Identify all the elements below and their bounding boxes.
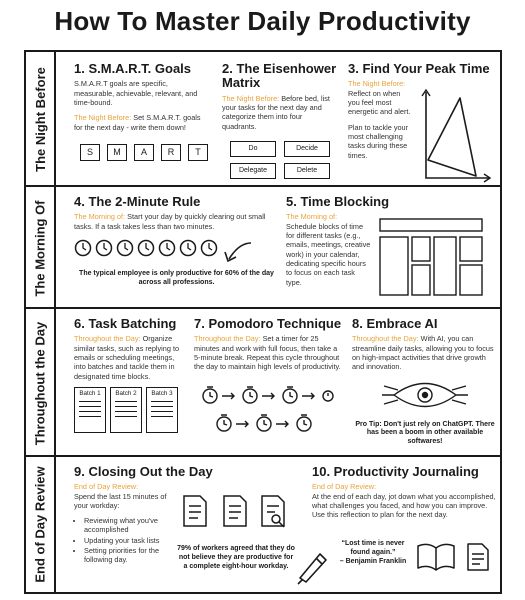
clock-icon: [179, 239, 197, 257]
infographic-frame: [24, 50, 502, 594]
clock-icon: [137, 239, 155, 257]
section-body: Reflect on when you feel most energetic and alert.: [348, 88, 411, 117]
side-label-night-before: The Night Before: [26, 52, 56, 187]
batch-card: Batch 3: [146, 387, 178, 433]
clock-icon: [158, 239, 176, 257]
clock-icon: [200, 239, 218, 257]
letter-box: M: [107, 144, 127, 161]
row-divider: [26, 185, 500, 187]
document-icons: [176, 492, 296, 532]
section-body: Throughout the Day: Set a timer for 25 minutes and work with full focus, then take a 5-minute break. Repeat this cycle throughout the day to maintain high levels of productivity.: [194, 334, 341, 372]
letter-box: S: [80, 144, 100, 161]
section-heading: 6. Task Batching: [74, 316, 177, 331]
closing-bullet-list: [74, 516, 174, 564]
letter-box: T: [188, 144, 208, 161]
closing-illustration: [176, 492, 296, 571]
section-body: Throughout the Day: Organize similar tasks, such as replying to emails or scheduling meetings, into batches and tackle them in designated time blocks.: [74, 334, 180, 381]
section-heading: 1. S.M.A.R.T. Goals: [74, 61, 192, 76]
section-closing-day: [74, 464, 213, 565]
clock-icon: [74, 239, 92, 257]
side-label-end-of-day: End of Day Review: [26, 457, 56, 592]
section-heading: 7. Pomodoro Technique: [194, 316, 342, 331]
clock-icon: [95, 239, 113, 257]
section-tip: The Night Before: Set S.M.A.R.T. goals for the next day - write them down!: [74, 113, 201, 132]
matrix-box: Delete: [284, 163, 330, 179]
batch-card: Batch 1: [74, 387, 106, 433]
section-heading: 10. Productivity Journaling: [312, 464, 479, 479]
matrix-box: Do: [230, 141, 276, 157]
section-tag: End of Day Review:: [312, 482, 377, 492]
stat-text: The typical employee is only productive for 60% of the day across all professions.: [79, 269, 274, 286]
pen-icon: [294, 548, 330, 586]
section-time-blocking: [286, 195, 496, 287]
row-divider: [26, 455, 500, 457]
book-and-notes-icons: [414, 540, 498, 574]
section-tag: End of Day Review:: [74, 482, 139, 492]
stat-text: 79% of workers agreed that they do not believe they are productive for a complete eight-hour workday.: [177, 545, 295, 570]
section-pomodoro: [194, 317, 344, 445]
section-body: Spend the last 15 minutes of your workday:: [74, 491, 167, 510]
section-eisenhower-matrix: [222, 62, 337, 179]
section-heading: 9. Closing Out the Day: [74, 464, 213, 479]
section-heading: 5. Time Blocking: [286, 194, 390, 209]
section-body: The Night Before: Before bed, list your tasks for the next day and categorize them into four quadrants.: [222, 93, 330, 131]
pomodoro-timer-cycle-icon: [194, 380, 334, 440]
clock-icon: [116, 239, 134, 257]
matrix-box: Delegate: [230, 163, 276, 179]
side-label-morning-of: The Morning Of: [26, 187, 56, 309]
quote-text: “Lost time is never found again.”: [341, 540, 405, 556]
eisenhower-grid: [230, 141, 337, 179]
section-tag: The Night Before:: [348, 79, 406, 89]
batch-card: Batch 2: [110, 387, 142, 433]
letter-box: R: [161, 144, 181, 161]
section-heading: 4. The 2-Minute Rule: [74, 194, 201, 209]
section-peak-time: [348, 62, 498, 160]
section-heading: 8. Embrace AI: [352, 316, 438, 331]
matrix-box: Decide: [284, 141, 330, 157]
list-item: • Reviewing what you've accomplished: [84, 516, 174, 534]
section-body: Throughout the Day: With AI, you can streamline daily tasks, allowing you to focus on high-impact activities that drive growth and innovation.: [352, 334, 494, 372]
quote-block: [332, 540, 414, 566]
pro-tip-text: Pro Tip: Don't just rely on ChatGPT. There has been a boom in other available softwares!: [355, 420, 495, 446]
arrow-down-left-icon: [221, 239, 255, 265]
ai-eye-icon: [380, 378, 470, 412]
page-title: How To Master Daily Productivity: [54, 6, 471, 36]
smart-letter-boxes: [80, 144, 209, 161]
clock-row: [74, 239, 279, 265]
side-label-throughout-day: Throughout the Day: [26, 309, 56, 457]
section-body: Plan to tackle your most challenging tasks during these times.: [348, 122, 409, 160]
section-body: The Morning of: Start your day by quickly clearing out small tasks. If a task takes less than two minutes.: [74, 212, 266, 231]
list-item: • Updating your task lists: [84, 536, 174, 545]
section-body: At the end of each day, jot down what you accomplished, what challenges you faced, and how you can improve. Use this reflection to plan for the next day.: [312, 491, 496, 520]
section-productivity-journaling: [312, 465, 498, 520]
quote-author: – Benjamin Franklin: [339, 557, 407, 565]
section-heading: 3. Find Your Peak Time: [348, 61, 490, 76]
list-item: • Setting priorities for the following day.: [84, 546, 174, 564]
letter-box: A: [134, 144, 154, 161]
peak-energy-graph-icon: [420, 88, 492, 184]
section-smart-goals: [74, 62, 209, 161]
time-blocks-icon: [378, 217, 490, 299]
section-heading: 2. The Eisenhower Matrix: [222, 61, 337, 91]
section-task-batching: [74, 317, 186, 433]
row-divider: [26, 307, 500, 309]
section-body: The Morning of: Schedule blocks of time for different tasks (e.g., emails, meetings, creative work) in your calendar, dedicating specific hours to focus on each task type.: [286, 212, 371, 287]
section-body: S.M.A.R.T goals are specific, measurable, achievable, relevant, and time-bound.: [74, 79, 198, 107]
section-two-minute-rule: [74, 195, 279, 287]
batch-row: [74, 387, 186, 433]
section-embrace-ai: [352, 317, 498, 447]
